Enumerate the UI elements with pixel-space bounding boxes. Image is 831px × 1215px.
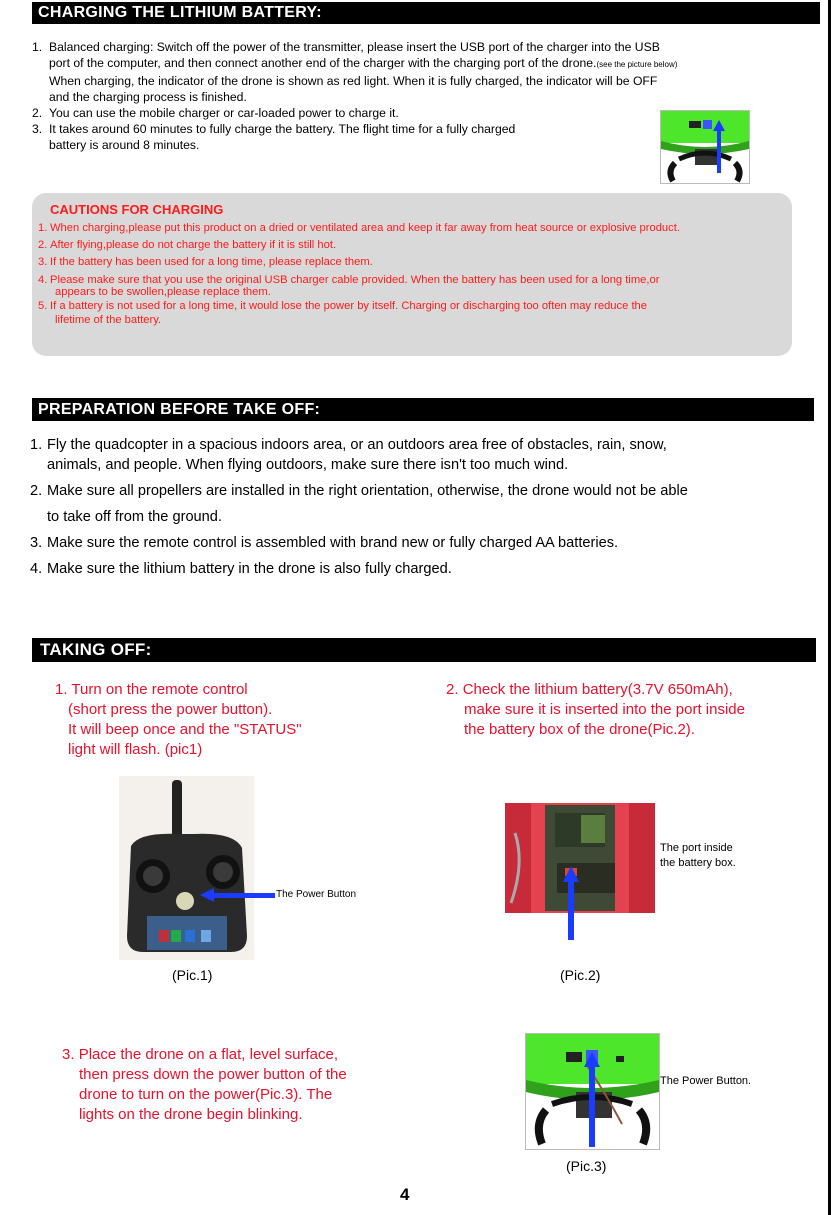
line-text: Turn on the remote control: [71, 681, 248, 698]
line: [55, 680, 385, 700]
line: lifetime of the battery.: [55, 314, 162, 326]
preparation-item-2: [30, 481, 820, 527]
line: [49, 55, 822, 73]
item-number: 2.: [30, 483, 43, 499]
item-number: 1.: [38, 222, 48, 234]
section-header-taking-off: [32, 638, 816, 662]
power-button-arrow: [213, 893, 275, 898]
line: If a battery is not used for a long time, it would lose the power by itself. Charging or discharging too often may reduce the: [50, 300, 647, 312]
label-line: The port inside: [660, 842, 733, 854]
pic3-caption: (Pic.3): [566, 1158, 607, 1174]
caution-item-5: [38, 299, 788, 327]
line: Make sure the lithium battery in the drone is also fully charged.: [47, 561, 452, 577]
battery-port-arrow: [568, 880, 574, 940]
pic1-caption: (Pic.1): [172, 967, 213, 983]
section-header-preparation: [32, 398, 814, 421]
preparation-item-3: [30, 533, 820, 553]
step-2-text: [446, 680, 816, 740]
line: It takes around 60 minutes to fully charge the battery. The flight time for a fully charged: [49, 122, 516, 136]
step-1-text: [55, 680, 385, 760]
line: Make sure all propellers are installed in the right orientation, otherwise, the drone would not be able: [47, 483, 688, 499]
line: [62, 1045, 402, 1065]
page-number: 4: [400, 1185, 410, 1204]
drone-charging-illustration: [661, 111, 749, 183]
line: the battery box of the drone(Pic.2).: [464, 721, 695, 738]
caution-item-2: [38, 238, 788, 252]
line: It will beep once and the "STATUS": [68, 721, 302, 738]
battery-port-arrowhead: [563, 866, 579, 882]
section-title: TAKING OFF:: [40, 640, 152, 659]
cautions-title: CAUTIONS FOR CHARGING: [50, 202, 224, 217]
item-number: 2.: [446, 681, 459, 698]
pic2-caption: (Pic.2): [560, 967, 601, 983]
line: You can use the mobile charger or car-loaded power to charge it.: [49, 106, 399, 120]
preparation-item-1: [30, 435, 820, 475]
preparation-list: [30, 435, 820, 579]
power-button-arrowhead: [200, 888, 214, 902]
line-text: Check the lithium battery(3.7V 650mAh),: [462, 681, 733, 698]
line: battery is around 8 minutes.: [49, 138, 200, 152]
item-number: 3.: [32, 122, 43, 136]
item-number: 3.: [30, 535, 43, 551]
line-text: Place the drone on a flat, level surface,: [78, 1046, 339, 1063]
item-number: 2.: [38, 239, 48, 251]
item-number: 3.: [38, 256, 48, 268]
line: If the battery has been used for a long time, please replace them.: [50, 256, 373, 268]
line: then press down the power button of the: [79, 1066, 347, 1083]
line: animals, and people. When flying outdoors, make sure there isn't too much wind.: [47, 457, 569, 473]
caution-item-1: [38, 221, 788, 235]
preparation-item-4: [30, 559, 820, 579]
pic2-label: [660, 841, 736, 871]
section-title: PREPARATION BEFORE TAKE OFF:: [38, 401, 321, 418]
line: When charging,please put this product on a dried or ventilated area and keep it far away from heat source or explosive product.: [50, 222, 680, 234]
remote-control-picture: [119, 776, 254, 960]
item-number: 1.: [32, 40, 43, 54]
item-number: 5.: [38, 300, 48, 312]
drone-charging-port-picture: [660, 110, 750, 184]
caution-item-4: [38, 273, 788, 298]
line: [446, 680, 816, 700]
line: After flying,please do not charge the battery if it is still hot.: [50, 239, 337, 251]
line: appears to be swollen,please replace them.: [55, 286, 271, 298]
battery-box-illustration: [505, 803, 655, 913]
drone-power-arrow: [589, 1065, 595, 1147]
section-header-charging: [32, 2, 820, 24]
line: When charging, the indicator of the drone is shown as red light. When it is fully charged, the indicator will be OFF: [49, 74, 658, 88]
step-3-text: [62, 1045, 402, 1125]
cautions-list: [38, 221, 788, 327]
battery-box-picture: [505, 803, 655, 913]
caution-item-3: [38, 255, 788, 269]
pic3-label: The Power Button.: [660, 1075, 752, 1087]
label-line: the battery box.: [660, 857, 736, 869]
item-number: 1.: [55, 681, 68, 698]
line: Please make sure that you use the original USB charger cable provided. When the battery has been used for a long time,or: [50, 274, 660, 286]
item-number: 1.: [30, 437, 43, 453]
line: and the charging process is finished.: [49, 90, 247, 104]
pic1-label: The Power Button: [276, 889, 357, 900]
line: lights on the drone begin blinking.: [79, 1106, 303, 1123]
line: (short press the power button).: [68, 701, 273, 718]
section-title: CHARGING THE LITHIUM BATTERY:: [38, 4, 322, 21]
drone-power-arrowhead: [584, 1052, 600, 1067]
item-number: 2.: [32, 106, 43, 120]
item-number: 4.: [30, 561, 43, 577]
remote-control-illustration: [119, 776, 254, 960]
line: to take off from the ground.: [47, 509, 222, 525]
item-number: 3.: [62, 1046, 75, 1063]
line: make sure it is inserted into the port inside: [464, 701, 745, 718]
line-text: port of the computer, and then connect another end of the charger with the charging port of the drone.: [49, 56, 597, 70]
line: light will flash. (pic1): [68, 741, 203, 758]
line: Make sure the remote control is assembled with brand new or fully charged AA batteries.: [47, 535, 619, 551]
item-number: 4.: [38, 274, 48, 286]
charging-item-1: [32, 39, 822, 105]
line: Balanced charging: Switch off the power of the transmitter, please insert the USB port of the charger into the USB: [49, 40, 660, 54]
line: drone to turn on the power(Pic.3). The: [79, 1086, 333, 1103]
see-picture-note: (see the picture below): [596, 60, 678, 69]
line: Fly the quadcopter in a spacious indoors area, or an outdoors area free of obstacles, rain, snow,: [47, 437, 667, 453]
